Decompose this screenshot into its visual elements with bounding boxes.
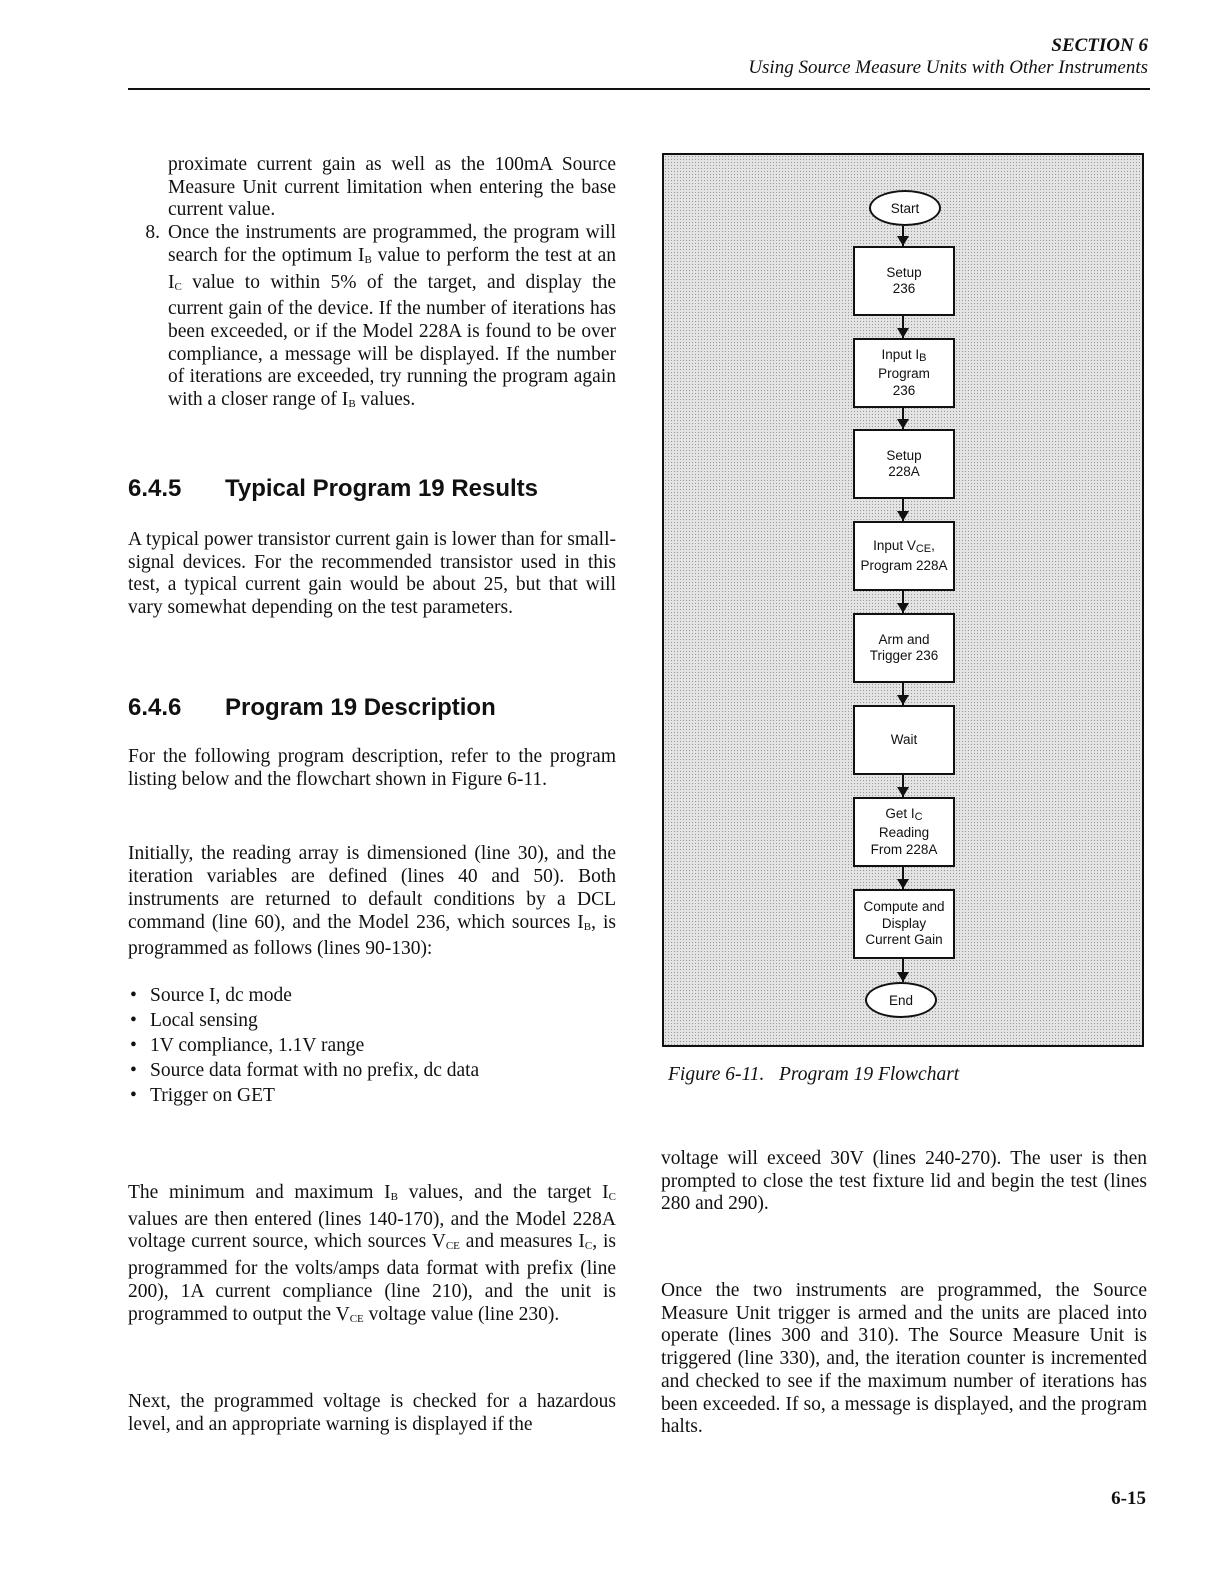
heading-6-4-5 (128, 475, 538, 503)
description-block (128, 746, 616, 1108)
subscript: B (348, 398, 356, 411)
subscript: B (583, 920, 592, 933)
rich-text: Compute and Display Current Gain (863, 899, 945, 948)
subscript: C (608, 1191, 616, 1203)
bullet-item: • Local sensing (128, 1008, 616, 1033)
subscript: CE (349, 1312, 364, 1325)
description-block-2 (128, 1182, 616, 1330)
header-rule (128, 88, 1150, 90)
heading-number: 6.4.6 (128, 694, 182, 721)
bullet-item: • 1V compliance, 1.1V range (128, 1033, 616, 1058)
subscript: C (914, 810, 923, 823)
flowchart-start: Start (869, 190, 941, 226)
left-column (128, 154, 616, 416)
subscript: B (390, 1191, 398, 1203)
results-paragraph (128, 529, 616, 620)
description-block-3 (128, 1391, 616, 1436)
rich-text: voltage will exceed 30V (lines 240-270). The user is then prompted to close the test fixture lid and begin the test (lines 280 and 290). (661, 1148, 1147, 1215)
heading-6-4-6 (128, 694, 496, 722)
flowchart-arrow (902, 408, 904, 429)
right-column-2 (661, 1280, 1147, 1439)
right-paragraph-2 (661, 1280, 1147, 1439)
heading-title: Typical Program 19 Results (225, 475, 539, 502)
subscript: CE (445, 1240, 460, 1253)
subscript: B (364, 253, 372, 266)
running-header (748, 35, 1148, 79)
rich-text: Setup 228A (886, 447, 922, 479)
bullet-item: • Trigger on GET (128, 1083, 616, 1108)
intro-paragraph (128, 154, 616, 222)
rich-text: Input $I_B$ Program 236 (878, 346, 930, 398)
heading-number: 6.4.5 (128, 475, 182, 502)
flowchart-arrow (902, 591, 904, 613)
page-number: 6-15 (1111, 1488, 1146, 1509)
flowchart-step-input-vce (853, 521, 955, 591)
flowchart-step-arm-trigger (853, 613, 955, 683)
subscript: B (919, 351, 927, 364)
description-paragraph-3 (128, 1182, 616, 1330)
flowchart-step-wait (853, 705, 955, 775)
rich-text: Arm and Trigger 236 (869, 631, 939, 663)
rich-text: proximate current gain as well as the 100mA Source Measure Unit current limitation when entering the base current value. (168, 154, 616, 221)
flowchart-step-setup-236 (853, 246, 955, 316)
flowchart-arrow (902, 499, 904, 521)
rich-text: Wait (890, 731, 918, 747)
rich-text: Once the instruments are programmed, the program will search for the optimum $I_B$ value to perform the test at an $I_C$ value to within 5% of the target, and display the current gain of the device. If the number of iterations has been exceeded, or if the Model 228A is found to be over compliance, a message will be displayed. If the number of iterations are exceeded, try running the program again with a closer range of $I_B$ values. (168, 222, 616, 411)
right-column-1 (661, 1148, 1147, 1216)
settings-bullet-list (128, 983, 616, 1108)
bullet-item: • Source data format with no prefix, dc data (128, 1058, 616, 1083)
rich-text: For the following program description, refer to the program listing below and the flowchart shown in Figure 6-11. (128, 746, 616, 790)
list-item-8 (128, 222, 616, 416)
flowchart-step-input-ib (853, 338, 955, 408)
flowchart-arrow (902, 226, 904, 246)
flowchart-step-compute (853, 889, 955, 959)
section-subtitle: Using Source Measure Units with Other Instruments (748, 57, 1148, 78)
results-paragraph-block (128, 529, 616, 620)
rich-text: A typical power transistor current gain is lower than for small-signal devices. For the recommended transistor used in this test, a typical current gain would be about 25, but that will vary somewhat depending on the test parameters. (128, 529, 616, 619)
figure-caption: Figure 6-11. Program 19 Flowchart (668, 1064, 960, 1085)
flowchart-step-setup-228a (853, 429, 955, 499)
description-paragraph-1 (128, 746, 616, 791)
heading-title: Program 19 Description (225, 694, 496, 721)
flowchart-arrow (902, 867, 904, 889)
rich-text: Once the two instruments are programmed, the Source Measure Unit trigger is armed and the units are placed into operate (lines 300 and 310). The Source Measure Unit is triggered (line 330), and, the iteration counter is incremented and checked to see if the maximum number of iterations has been exceeded. If so, a message is displayed, and the program halts. (661, 1280, 1147, 1438)
rich-text: Next, the programmed voltage is checked for a hazardous level, and an appropriate warning is displayed if the (128, 1391, 616, 1435)
subscript: C (174, 280, 182, 293)
flowchart-arrow (902, 959, 904, 982)
rich-text: Initially, the reading array is dimensioned (line 30), and the iteration variables are defined (lines 40 and 50). Both instruments are returned to default conditions by a DCL command (line 60), and the Model 236, which sources $I_B$, is programmed as follows (lines 90-130): (128, 843, 616, 960)
subscript: C (584, 1240, 593, 1253)
description-paragraph-4 (128, 1391, 616, 1436)
rich-text: The minimum and maximum $I_B$ values, and the target $I_C$ values are then entered (lines 140-170), and the Model 228A voltage current source, which sources $V_{CE}$ and measures $I_C$, is programmed for the volts/amps data format with prefix (line 200), 1A current compliance (line 210), and the unit is programmed to output the $V_{CE}$ voltage value (line 230). (128, 1182, 616, 1325)
flowchart-arrow (902, 316, 904, 338)
flowchart-figure (662, 153, 1144, 1047)
list-item-text (168, 222, 616, 416)
description-paragraph-2 (128, 843, 616, 961)
flowchart-end: End (865, 982, 937, 1018)
subscript: CE (915, 543, 932, 555)
rich-text: Input $V_{CE}$, Program 228A (860, 538, 948, 573)
rich-text: Get $I_C$ Reading From 228A (870, 805, 938, 857)
flowchart-step-get-ic (853, 797, 955, 867)
section-label: SECTION 6 (1051, 35, 1148, 56)
bullet-item: • Source I, dc mode (128, 983, 616, 1008)
flowchart-arrow (902, 775, 904, 797)
list-number: 8. (145, 222, 160, 244)
flowchart-arrow (902, 683, 904, 705)
right-paragraph-1 (661, 1148, 1147, 1216)
rich-text: Setup 236 (886, 264, 922, 296)
